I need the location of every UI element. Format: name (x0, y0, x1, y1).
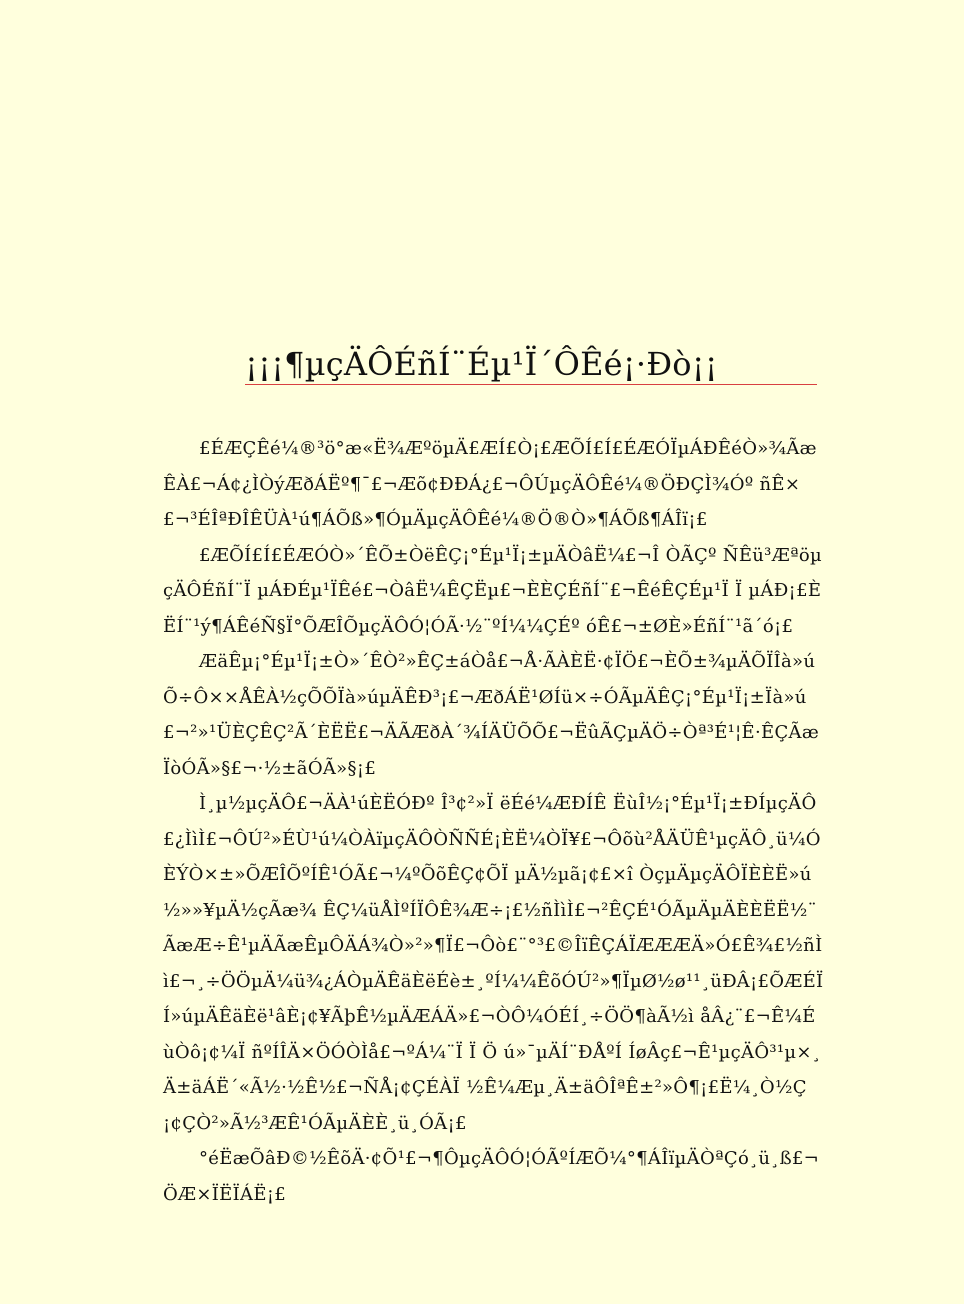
body-text (163, 431, 825, 1212)
page-title: ¡¡¡¶µçÄÔÉñÍ¨Éµ¹Ï´ÔÊé¡·Ðò¡¡ (245, 344, 817, 385)
paragraph: £ÉÆÇÊé¼®³ö°æ«Ë¾ÆºöµÄ£ÆÍ£Ò¡£ÆÕÍ£Í£ÉÆÓÏµÁÐÊéÒ»¾ÃæÊÀ£¬Á¢¿ÌÒýÆðÁËº¶¯£¬Æõ¢ÐÐÁ¿£¬ÔÚµçÄÔÊé¼®ÖÐÇÌ¾Óº ñÊ×£¬³ÉÎªÐÎÊÜÀ¹ú¶ÁÕß»¶ÓµÄµçÄÔÊé¼®Ö®Ò»¶ÁÕß¶ÁÎï¡£ (163, 438, 817, 530)
paragraph: °éËæÕâÐ©½ÊõÄ·¢Õ¹£¬¶ÔµçÄÔÓ¦ÓÃºÍÆÕ¼°¶ÁÎïµÄÒªÇó¸ü¸ß£¬ÖÆ×ÏËÏÁË¡£ (163, 1148, 820, 1205)
paragraph: £ÆÕÍ£Í£ÉÆÓÒ»´ÊÕ±ÒëÊÇ¡°Éµ¹Ï¡±µÄÒâË¼£¬Î ÒÃÇº ÑÊü³ÆªöµçÄÔÉñÍ¨Ï µÁÐÉµ¹ÏÊé£¬ÒâË¼ÊÇËµ£¬ÈÈÇÉñÍ¨£¬ÊéÊÇÉµ¹Ï Ï µÁÐ¡£ÈËÍ¨¹ý¶ÁÊéÑ§Ï°ÕÆÎÕµçÄÔÓ¦ÓÃ·½¨ºÍ¼¼ÇÉº óÊ£¬±ØÈ»ÉñÍ¨¹ã´ó¡£ (163, 544, 823, 637)
paragraph: ÆäÊµ¡°Éµ¹Ï¡±Ò»´ÊÒ²»ÊÇ±áÒå£¬Å·ÃÀÈË·¢ÏÖ£¬ÈÕ±¾µÄÕÏÎà»úÕ÷Ô××ÅÊÀ½çÕÕÏà»úµÄÊÐ³¡£¬ÆðÁË¹ØÍü×÷ÓÃµÄÊÇ¡°Éµ¹Ï¡±Ïà»ú£¬²»¹ÜÈÇÊÇ²Ã´ÈËË£¬ÄÃÆðÀ´¾ÍÄÜÕÕ£¬ËûÃÇµÄÖ÷Òª³É¹¦Ê·ÊÇÃæÏòÓÃ»§£¬·½±ãÓÃ»§¡£ (163, 651, 820, 779)
paragraph: Ì¸µ½µçÄÔ£¬ÄÀ¹úÈËÓÐº Î³¢²»Ï ëÉé¼ÆÐÍÊ ËùÎ½¡°Éµ¹Ï¡±ÐÍµçÄÔ£¿ÌìÌ£¬ÔÚ²»ÉÙ¹ú¼ÒÀïµçÄÔÒÑÑÉ¡ÈË¼ÒÏ¥£¬Ôõù²ÅÄÜÊ¹µçÄÔ¸ü¼ÓÈÝÒ×±»ÕÆÎÕºÍÊ¹ÓÃ£¬¼ºÕõÊÇ¢ÕÏ µÄ½µã¡¢£×î ÒçµÄµçÄÔÏÈÈË»ú½»»¥µÄ½çÃæ¾ ÊÇ¼üÅÌºÍÏÔÊ¾Æ÷¡£½ñÌìÌ£¬²ÊÇÉ¹ÓÃµÄµÄÈÈËË½¨ ÃæÆ÷Ê¹µÄÃæÊµÔÄÁ¾Ò»²»¶Ï£¬Ôò£¨°³£©ÎïÊÇÁÏÆÆÆÄ»Ó£Ê¾£½ñÌì£¬¸÷ÖÖµÄ¼ü¾¿ÁÒµÄÊäÈëÉè±¸ºÍ¼¼ÊõÓÚ²»¶ÏµØ½ø¹¹¸üÐÂ¡£ÕÆÉÏÍ»úµÄÊäÈë¹âÈ¡¢¥ÃþÊ½µÄÆÁÄ»£¬ÒÔ¼ÓÉÍ¸÷ÖÖ¶àÃ½ì åÂ¿¨£¬Ê¼É ùÒô¡¢¼Ï ñºÍÎÄ×ÖÓÒÌå£¬ºÁ¼¨Ï Ï Ö ú»¯µÄÍ¨ÐÅºÍ ÍøÂç£¬Ê¹µçÄÔ³¹µ×¸Ä±äÁË´«Ã½·½Ê½£¬ÑÅ¡¢ÇÉÀÏ ½Ê¼Æµ¸Ä±äÔÎªÊ±²»Ô¶¡£Ë¼¸Ò½Ç¡¢ÇÒ²»Ã½³ÆÊ¹ÓÃµÄÈÈ¸ü¸ÓÃ¡£ (163, 793, 824, 1134)
